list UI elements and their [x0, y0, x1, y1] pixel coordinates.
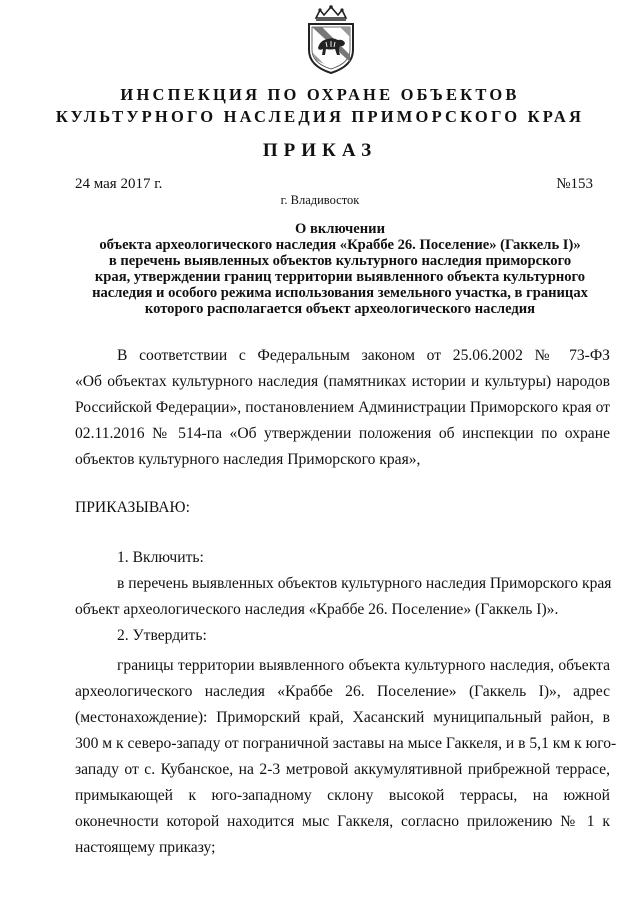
- item2-paragraph: [75, 653, 617, 861]
- paragraph-line: примыкающей к юго-западному склону высокой террасы, на южной: [75, 787, 610, 804]
- paragraph-line: настоящему приказу;: [75, 839, 216, 856]
- organization-name-line2: КУЛЬТУРНОГО НАСЛЕДИЯ ПРИМОРСКОГО КРАЯ: [55, 107, 585, 126]
- document-date: 24 мая 2017 г.: [75, 176, 163, 192]
- document-city: г. Владивосток: [280, 193, 360, 207]
- paragraph-line: «Об объектах культурного наследия (памятниках истории и культуры) народов: [75, 373, 610, 390]
- paragraph-line: В соответствии с Федеральным законом от 25.06.2002 № 73-ФЗ: [117, 347, 610, 364]
- document-title: [70, 221, 610, 317]
- paragraph-line: границы территории выявленного объекта культурного наследия, объекта: [117, 657, 610, 674]
- order-word: ПРИКАЗЫВАЮ:: [75, 499, 190, 516]
- document-number: №153: [556, 176, 593, 192]
- organization-name-line1: ИНСПЕКЦИЯ ПО ОХРАНЕ ОБЪЕКТОВ: [120, 85, 520, 104]
- item2-heading: 2. Утвердить:: [117, 627, 207, 644]
- title-line: О включении: [294, 221, 385, 237]
- item1-section: [75, 545, 610, 649]
- document-type: ПРИКАЗ: [262, 140, 378, 161]
- title-line: наследия и особого режима использования земельного участка, в границах: [92, 285, 588, 301]
- paragraph-line: объектов культурного наследия Приморского края»,: [75, 451, 421, 468]
- paragraph-line: (местонахождение): Приморский край, Хасанский муниципальный район, в: [75, 709, 610, 726]
- paragraph-line: Российской Федерации», постановлением Администрации Приморского края от: [75, 399, 610, 416]
- title-line: которого располагается объект археологического наследия: [144, 301, 536, 317]
- title-line: края, утверждении границ территории выявленного объекта культурного: [94, 269, 586, 285]
- paragraph-line: археологического наследия «Краббе 26. Поселение» (Гаккель I)», адрес: [75, 683, 610, 700]
- coat-of-arms-emblem: [300, 4, 362, 76]
- paragraph-line: 02.11.2016 № 514-па «Об утверждении положения об инспекции по охране: [75, 425, 610, 442]
- preamble-paragraph: [75, 343, 610, 473]
- item1-heading: 1. Включить:: [117, 549, 204, 566]
- paragraph-line: 300 м к северо-западу от пограничной заставы на мысе Гаккеля, и в 5,1 км к юго-: [75, 735, 617, 752]
- paragraph-line: объект археологического наследия «Краббе 26. Поселение» (Гаккель I)».: [75, 601, 559, 618]
- title-line: в перечень выявленных объектов культурного наследия приморского: [108, 253, 572, 269]
- paragraph-line: западу от с. Кубанское, на 2-3 метровой аккумулятивной прибрежной террасе,: [75, 761, 610, 778]
- title-line: объекта археологического наследия «Краббе 26. Поселение» (Гаккель I)»: [99, 237, 581, 253]
- paragraph-line: в перечень выявленных объектов культурного наследия Приморского края: [117, 575, 612, 592]
- paragraph-line: оконечности которой находится мыс Гаккеля, согласно приложению № 1 к: [75, 813, 610, 830]
